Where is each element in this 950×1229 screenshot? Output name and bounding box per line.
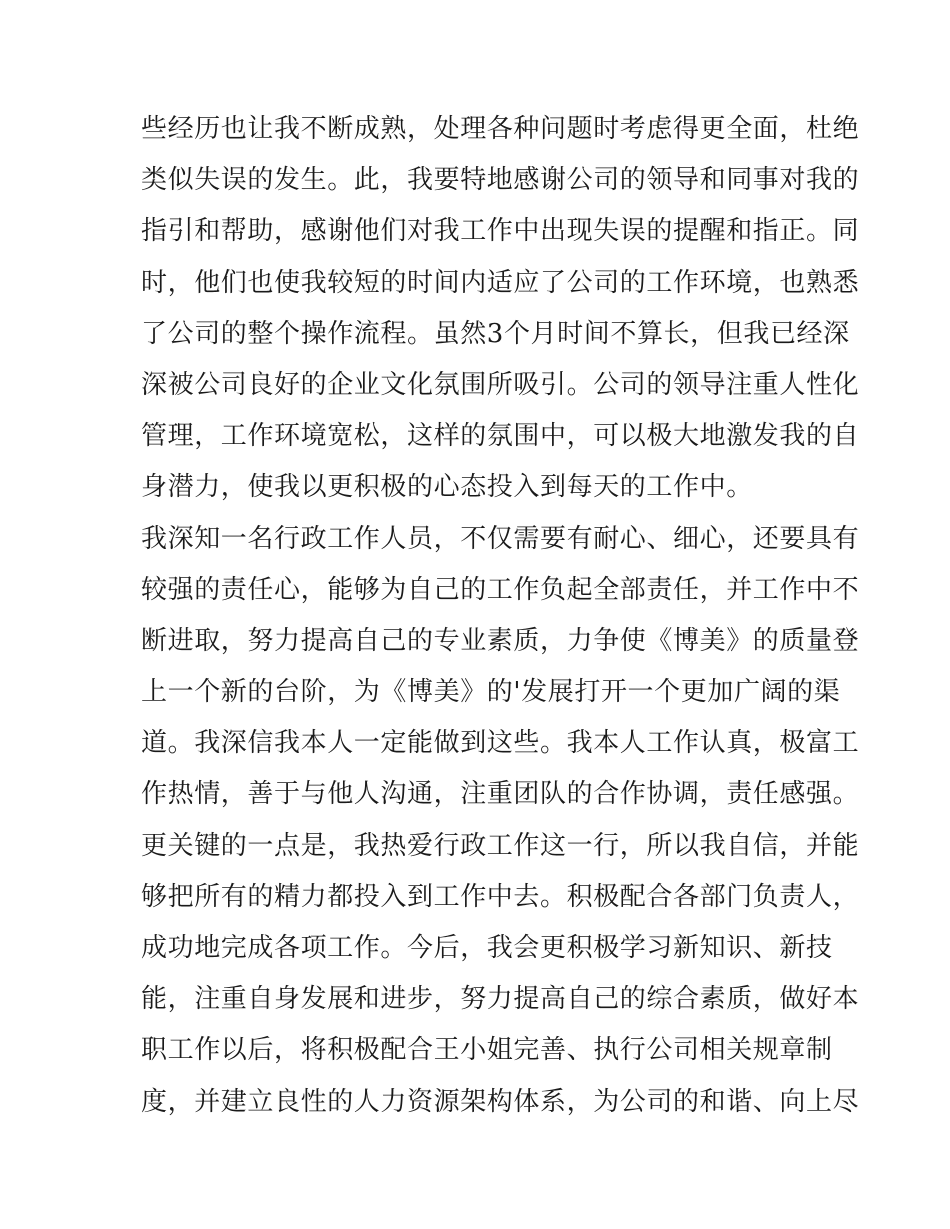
text-line: 类似失误的发生。此，我要特地感谢公司的领导和同事对我的 [141,165,860,196]
text-line: 管理，工作环境宽松，这样的氛围中，可以极大地激发我的自 [141,421,860,452]
text-line: 作热情，善于与他人沟通，注重团队的合作协调，责任感强。 [141,779,860,810]
body-text [141,104,860,1128]
text-line: 上一个新的台阶，为《博美》的'发展打开一个更加广阔的渠 [141,677,841,708]
text-line: 指引和帮助，感谢他们对我工作中出现失误的提醒和指正。同 [141,216,860,247]
text-line: 我深知一名行政工作人员，不仅需要有耐心、细心，还要具有 [141,523,860,554]
text-line: 断进取，努力提高自己的专业素质，力争使《博美》的质量登 [141,625,860,656]
text-line: 了公司的整个操作流程。虽然3个月时间不算长，但我已经深 [141,318,850,349]
text-line: 深被公司良好的企业文化氛围所吸引。公司的领导注重人性化 [141,369,860,400]
text-line: 身潜力，使我以更积极的心态投入到每天的工作中。 [141,472,753,503]
text-line: 些经历也让我不断成熟，处理各种问题时考虑得更全面，杜绝 [141,114,860,144]
text-line: 职工作以后，将积极配合王小姐完善、执行公司相关规章制 [141,1035,833,1066]
text-line: 道。我深信我本人一定能做到这些。我本人工作认真，极富工 [141,728,860,759]
text-line: 较强的责任心，能够为自己的工作负起全部责任，并工作中不 [141,574,860,605]
text-line: 能，注重自身发展和进步，努力提高自己的综合素质，做好本 [141,984,860,1015]
text-line: 成功地完成各项工作。今后，我会更积极学习新知识、新技 [141,933,833,963]
text-line: 时，他们也使我较短的时间内适应了公司的工作环境，也熟悉 [141,267,860,298]
text-line: 够把所有的精力都投入到工作中去。积极配合各部门负责人， [141,881,860,912]
text-line: 度，并建立良性的人力资源架构体系，为公司的和谐、向上尽 [141,1086,860,1117]
text-line: 更关键的一点是，我热爱行政工作这一行，所以我自信，并能 [141,830,860,861]
